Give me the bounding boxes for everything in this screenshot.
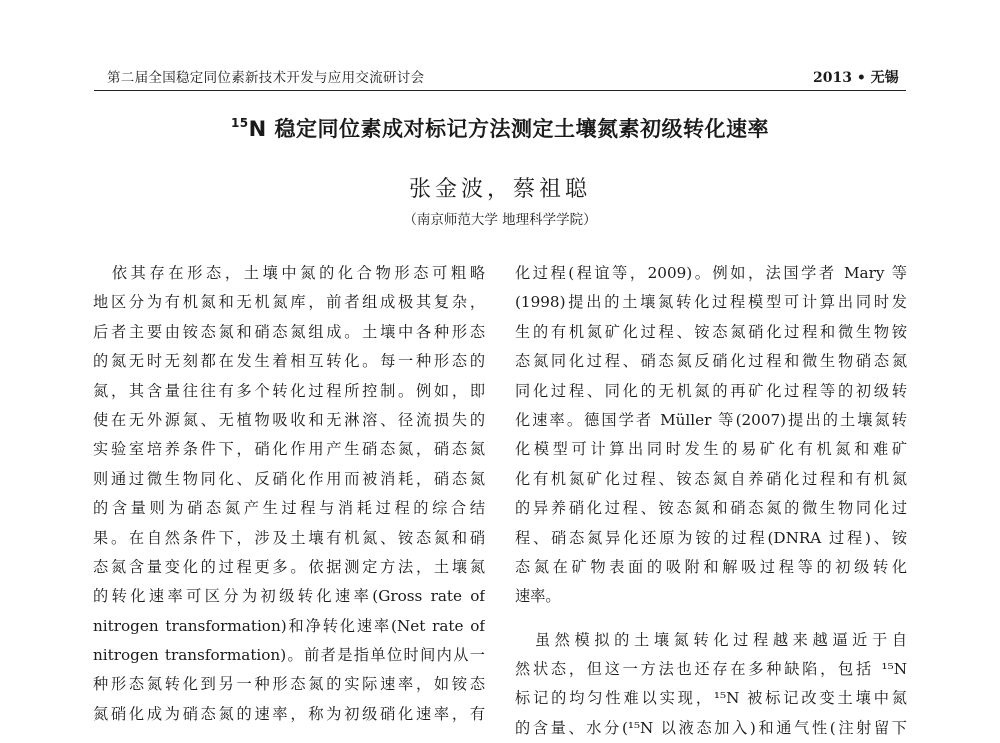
text-line: 果。在自然条件下，涉及土壤有机氮、铵态氮和硝 (93, 528, 485, 547)
text-line: 后者主要由铵态氮和硝态氮组成。土壤中各种形态 (93, 322, 485, 341)
right-column (515, 259, 907, 743)
header-divider (94, 90, 906, 91)
text-line: 的转化速率可区分为初级转化速率(Gross rate of (93, 587, 485, 606)
text-line: 然状态，但这一方法也还存在多种缺陷，包括 ¹⁵N (515, 660, 907, 679)
text-line: 地区分为有机氮和无机氮库，前者组成极其复杂， (93, 293, 485, 312)
text-line: 化速率。德国学者 Müller 等(2007)提出的土壤氮转 (515, 410, 907, 429)
text-line: (1998)提出的土壤氮转化过程模型可计算出同时发 (515, 293, 907, 312)
paragraph-gap (515, 612, 907, 626)
text-line: 标记的均匀性难以实现，¹⁵N 被标记改变土壤中氮 (515, 689, 907, 708)
paper-title (0, 113, 1000, 143)
text-line: 态氮含量变化的过程更多。依据测定方法，土壤氮 (93, 557, 485, 576)
title-text: N 稳定同位素成对标记方法测定土壤氮素初级转化速率 (248, 117, 770, 141)
text-line: 的氮无时无刻都在发生着相互转化。每一种形态的 (93, 352, 485, 371)
text-line: 氮，其含量往往有多个转化过程所控制。例如，即 (93, 381, 485, 400)
text-line: 态氮同化过程、硝态氮反硝化过程和微生物硝态氮 (515, 352, 907, 371)
text-line: nitrogen transformation)和净转化速率(Net rate of (93, 616, 485, 635)
text-line: 速率。 (515, 587, 561, 606)
header-year-place: 2013 • 无锡 (813, 70, 899, 86)
text-line: 依其存在形态，土壤中氮的化合物形态可粗略 (93, 264, 485, 282)
text-line: 虽然模拟的土壤氮转化过程越来越逼近于自 (515, 630, 907, 649)
affiliation: （南京师范大学 地理科学学院） (403, 212, 597, 228)
text-line: 程、硝态氮异化还原为铵的过程(DNRA 过程)、铵 (515, 528, 907, 547)
text-line: 则通过微生物同化、反硝化作用而被消耗，硝态氮 (93, 469, 485, 488)
text-line: 的含量、水分(¹⁵N 以液态加入)和通气性(注射留下 (515, 718, 907, 737)
text-line: 种形态氮转化到另一种形态氮的实际速率，如铵态 (93, 675, 485, 694)
text-line: 实验室培养条件下，硝化作用产生硝态氮，硝态氮 (93, 440, 485, 459)
text-line: 的异养硝化过程、铵态氮和硝态氮的微生物同化过 (515, 499, 907, 518)
authors: 张金波，蔡祖聪 (408, 177, 591, 202)
text-line: 化模型可计算出同时发生的易矿化有机氮和难矿 (515, 440, 907, 459)
text-line: 使在无外源氮、无植物吸收和无淋溶、径流损失的 (93, 410, 485, 429)
text-line: 态氮在矿物表面的吸附和解吸过程等的初级转化 (515, 557, 907, 576)
text-line: nitrogen transformation)。前者是指单位时间内从一 (93, 646, 485, 665)
text-line: 化过程(程谊等，2009)。例如，法国学者 Mary 等 (515, 264, 907, 282)
text-line: 的含量则为硝态氮产生过程与消耗过程的综合结 (93, 499, 485, 518)
header-conference: 第二届全国稳定同位素新技术开发与应用交流研讨会 (107, 70, 425, 86)
text-line: 生的有机氮矿化过程、铵态氮硝化过程和微生物铵 (515, 322, 907, 341)
text-line: 氮硝化成为硝态氮的速率，称为初级硝化速率，有 (93, 704, 485, 723)
left-column (93, 259, 485, 729)
text-line: 同化过程、同化的无机氮的再矿化过程等的初级转 (515, 381, 907, 400)
text-line: 化有机氮矿化过程、铵态氮自养硝化过程和有机氮 (515, 469, 907, 488)
title-superscript: 15 (230, 116, 249, 130)
